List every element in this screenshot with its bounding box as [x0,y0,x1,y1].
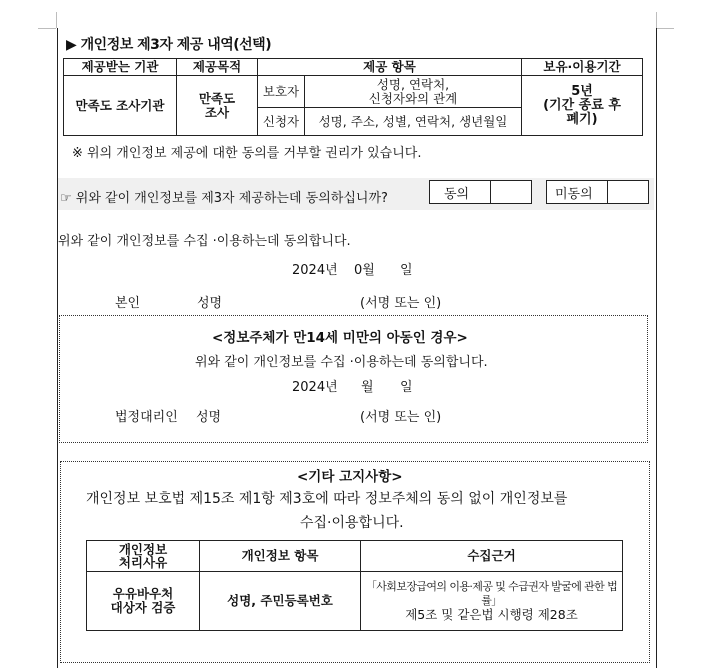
purpose-line: 조사 [204,104,230,120]
row-label-guardian: 보호자 [258,76,305,108]
guardian-items [305,76,522,108]
self-name-label: 성명 [197,296,223,311]
header-notice-items: 개인정보 항목 [200,541,361,572]
rep-name-label: 성명 [196,410,222,425]
period-line: 5년 [571,83,593,99]
header-recipient: 제공받는 기관 [64,59,177,76]
reason-line: 우유바우처 [112,586,174,601]
child-statement: 위와 같이 개인정보를 수집 ·이용하는데 동의합니다. [195,355,488,370]
agreement-day: 일 [400,263,413,278]
period-cell [522,76,643,136]
rep-label: 법정대리인 [115,410,178,425]
purpose-cell [177,76,258,136]
basis-cell [361,572,623,631]
items-line: 성명, 연락처, [376,76,450,92]
crop-mark [656,12,657,28]
header-basis: 수집근거 [361,541,623,572]
agree-label: 동의 [444,187,470,202]
other-notice-line: 수집·이용합니다. [300,515,404,531]
child-month: 월 [361,380,374,395]
period-line: 폐기) [566,111,598,127]
header-reason-text: 개인정보 처리사유 [118,542,168,570]
period-line: (기간 종료 후 [543,97,621,113]
reason-cell [87,572,200,631]
basis-line: 「사회보장급여의 이용·제공 및 수급권자 발굴에 관한 법률」 [365,580,618,607]
purpose-line: 만족도 [198,90,236,106]
refusal-note: ※ 위의 개인정보 제공에 대한 동의를 거부할 권리가 있습니다. [72,146,422,161]
notice-table [86,540,623,631]
agreement-statement: 위와 같이 개인정보를 수집 ·이용하는데 동의합니다. [58,234,351,249]
row-label-applicant: 신청자 [258,108,305,136]
self-label: 본인 [115,296,141,311]
disagree-label: 미동의 [555,187,593,202]
self-sign-label: (서명 또는 인) [360,296,442,311]
other-notice-line: 개인정보 보호법 제15조 제1항 제3호에 따라 정보주체의 동의 없이 개인정보를 [86,491,568,507]
disagree-divider [607,180,608,204]
header-reason [87,541,200,572]
child-title: <정보주체가 만14세 미만의 아동인 경우> [212,330,468,346]
agreement-month: 0월 [354,263,375,278]
recipient-org: 만족도 조사기관 [64,76,177,136]
child-year: 2024년 [292,380,338,395]
crop-mark [56,12,57,28]
crop-mark [38,28,56,29]
applicant-items: 성명, 주소, 성별, 연락처, 생년월일 [305,108,522,136]
consent-question: ☞ 위와 같이 개인정보를 제3자 제공하는데 동의하십니까? [60,191,388,206]
items-line: 신청자와의 관계 [368,90,458,106]
section-title: ▶ 개인정보 제3자 제공 내역(선택) [66,37,272,53]
other-notice-title: <기타 고지사항> [297,469,403,485]
agreement-year: 2024년 [292,263,338,278]
reason-line: 대상자 검증 [110,600,176,615]
header-items: 제공 항목 [258,59,522,76]
notice-items-cell: 성명, 주민등록번호 [200,572,361,631]
agree-divider [490,180,491,204]
crop-mark [656,28,674,29]
header-period: 보유·이용기간 [522,59,643,76]
child-day: 일 [400,380,413,395]
provision-table [63,58,643,136]
rep-sign-label: (서명 또는 인) [360,410,442,425]
header-purpose: 제공목적 [177,59,258,76]
basis-line: 제5조 및 같은법 시행령 제28조 [405,607,578,622]
